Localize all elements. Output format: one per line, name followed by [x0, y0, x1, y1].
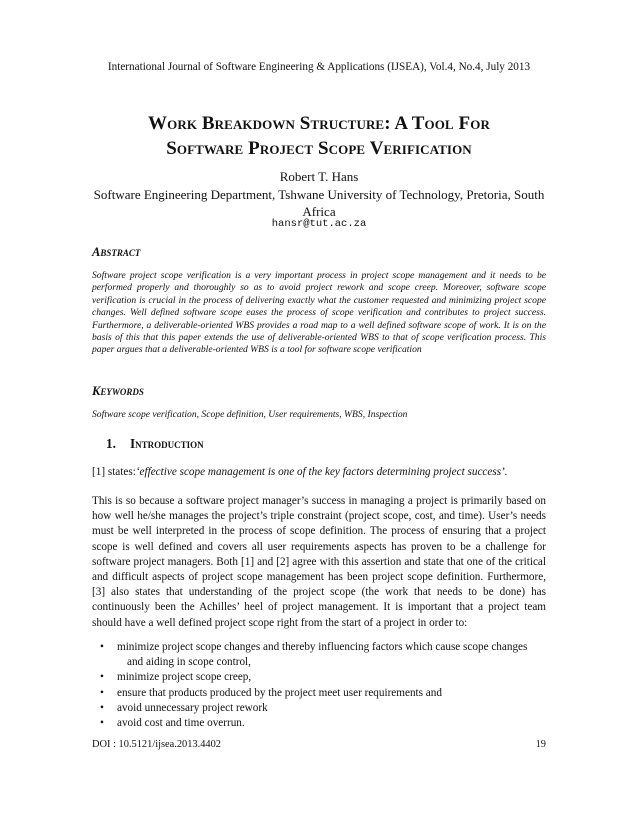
- introduction-heading: [106, 436, 560, 452]
- bullet-icon: •: [100, 701, 104, 714]
- doi-text: DOI : 10.5121/ijsea.2013.4402: [92, 739, 222, 750]
- title-line-2: Software Project Scope Verification: [166, 138, 472, 159]
- bullet-list: [92, 640, 546, 731]
- intro-paragraph: This is so because a software project manager’s success in managing a project is primarily based on how well he/she manages the project’s triple constraint (project scope, cost, and time). User’s needs must be well interpreted in the process of scope definition. The process of ensuring that a project scope is well defined and covers all user requirements aspects has proven to be a challenge for software project managers. Both [1] and [2] agree with this assertion and state that one of the critical and difficult aspects of project scope management has been project scope definition. Furthermore, [3] also states that understanding of the project scope (the work that needs to be done) has continuously been the Achilles’ heel of project management. It is important that a project team should have a well defined project scope right from the start of a project in order to:: [92, 495, 546, 629]
- keywords-heading: Keywords: [92, 384, 144, 398]
- list-item: • avoid unnecessary project rework: [92, 701, 546, 716]
- abstract-heading: Abstract: [92, 245, 141, 259]
- author-name: Robert T. Hans: [279, 169, 359, 184]
- page-number: 19: [535, 739, 546, 750]
- list-item: • minimize project scope creep,: [92, 670, 546, 685]
- journal-header: International Journal of Software Engineering & Applications (IJSEA), Vol.4, No.4, July 2013: [107, 61, 531, 73]
- author-email: hansr@tut.ac.za: [271, 218, 367, 230]
- bullet-icon: •: [100, 671, 104, 684]
- author-affiliation: Software Engineering Department, Tshwane University of Technology, Pretoria, South Africa: [93, 187, 545, 219]
- paper-title: [0, 111, 638, 161]
- quote-line: [92, 465, 546, 480]
- bullet-icon: •: [100, 686, 104, 699]
- list-item: • ensure that products produced by the project meet user requirements and: [92, 686, 546, 701]
- list-item: • avoid cost and time overrun.: [92, 716, 546, 731]
- list-item: • minimize project scope changes and thereby influencing factors which cause scope changes and aiding in scope control,: [100, 641, 528, 669]
- page-footer: [92, 739, 546, 750]
- title-line-1: Work Breakdown Structure: A Tool For: [148, 113, 490, 134]
- keywords-text: Software scope verification, Scope definition, User requirements, WBS, Inspection: [92, 409, 408, 420]
- bullet-icon: •: [100, 641, 104, 653]
- section-number: 1.: [106, 436, 116, 451]
- quote-reference: [1] states:: [92, 466, 136, 478]
- quote-text: ‘effective scope management is one of the key factors determining project success’.: [135, 466, 508, 478]
- abstract-text: Software project scope verification is a very important process in project scope management and it needs to be performed properly and thoroughly so as to avoid project rework and scope creep. Moreover, software scope verification is crucial in the process of delivering exactly what the customer requested and minimizing project scope changes. Well defined software scope eases the process of scope verification and contributes to project success. Furthermore, a deliverable-oriented WBS provides a road map to a well defined software scope of work. It is on the basis of this that this paper extends the use of deliverable-oriented WBS to that of scope verification process. This paper argues that a deliverable-oriented WBS is a tool for software scope verification: [92, 270, 546, 356]
- bullet-icon: •: [100, 717, 104, 730]
- section-title: Introduction: [130, 436, 204, 451]
